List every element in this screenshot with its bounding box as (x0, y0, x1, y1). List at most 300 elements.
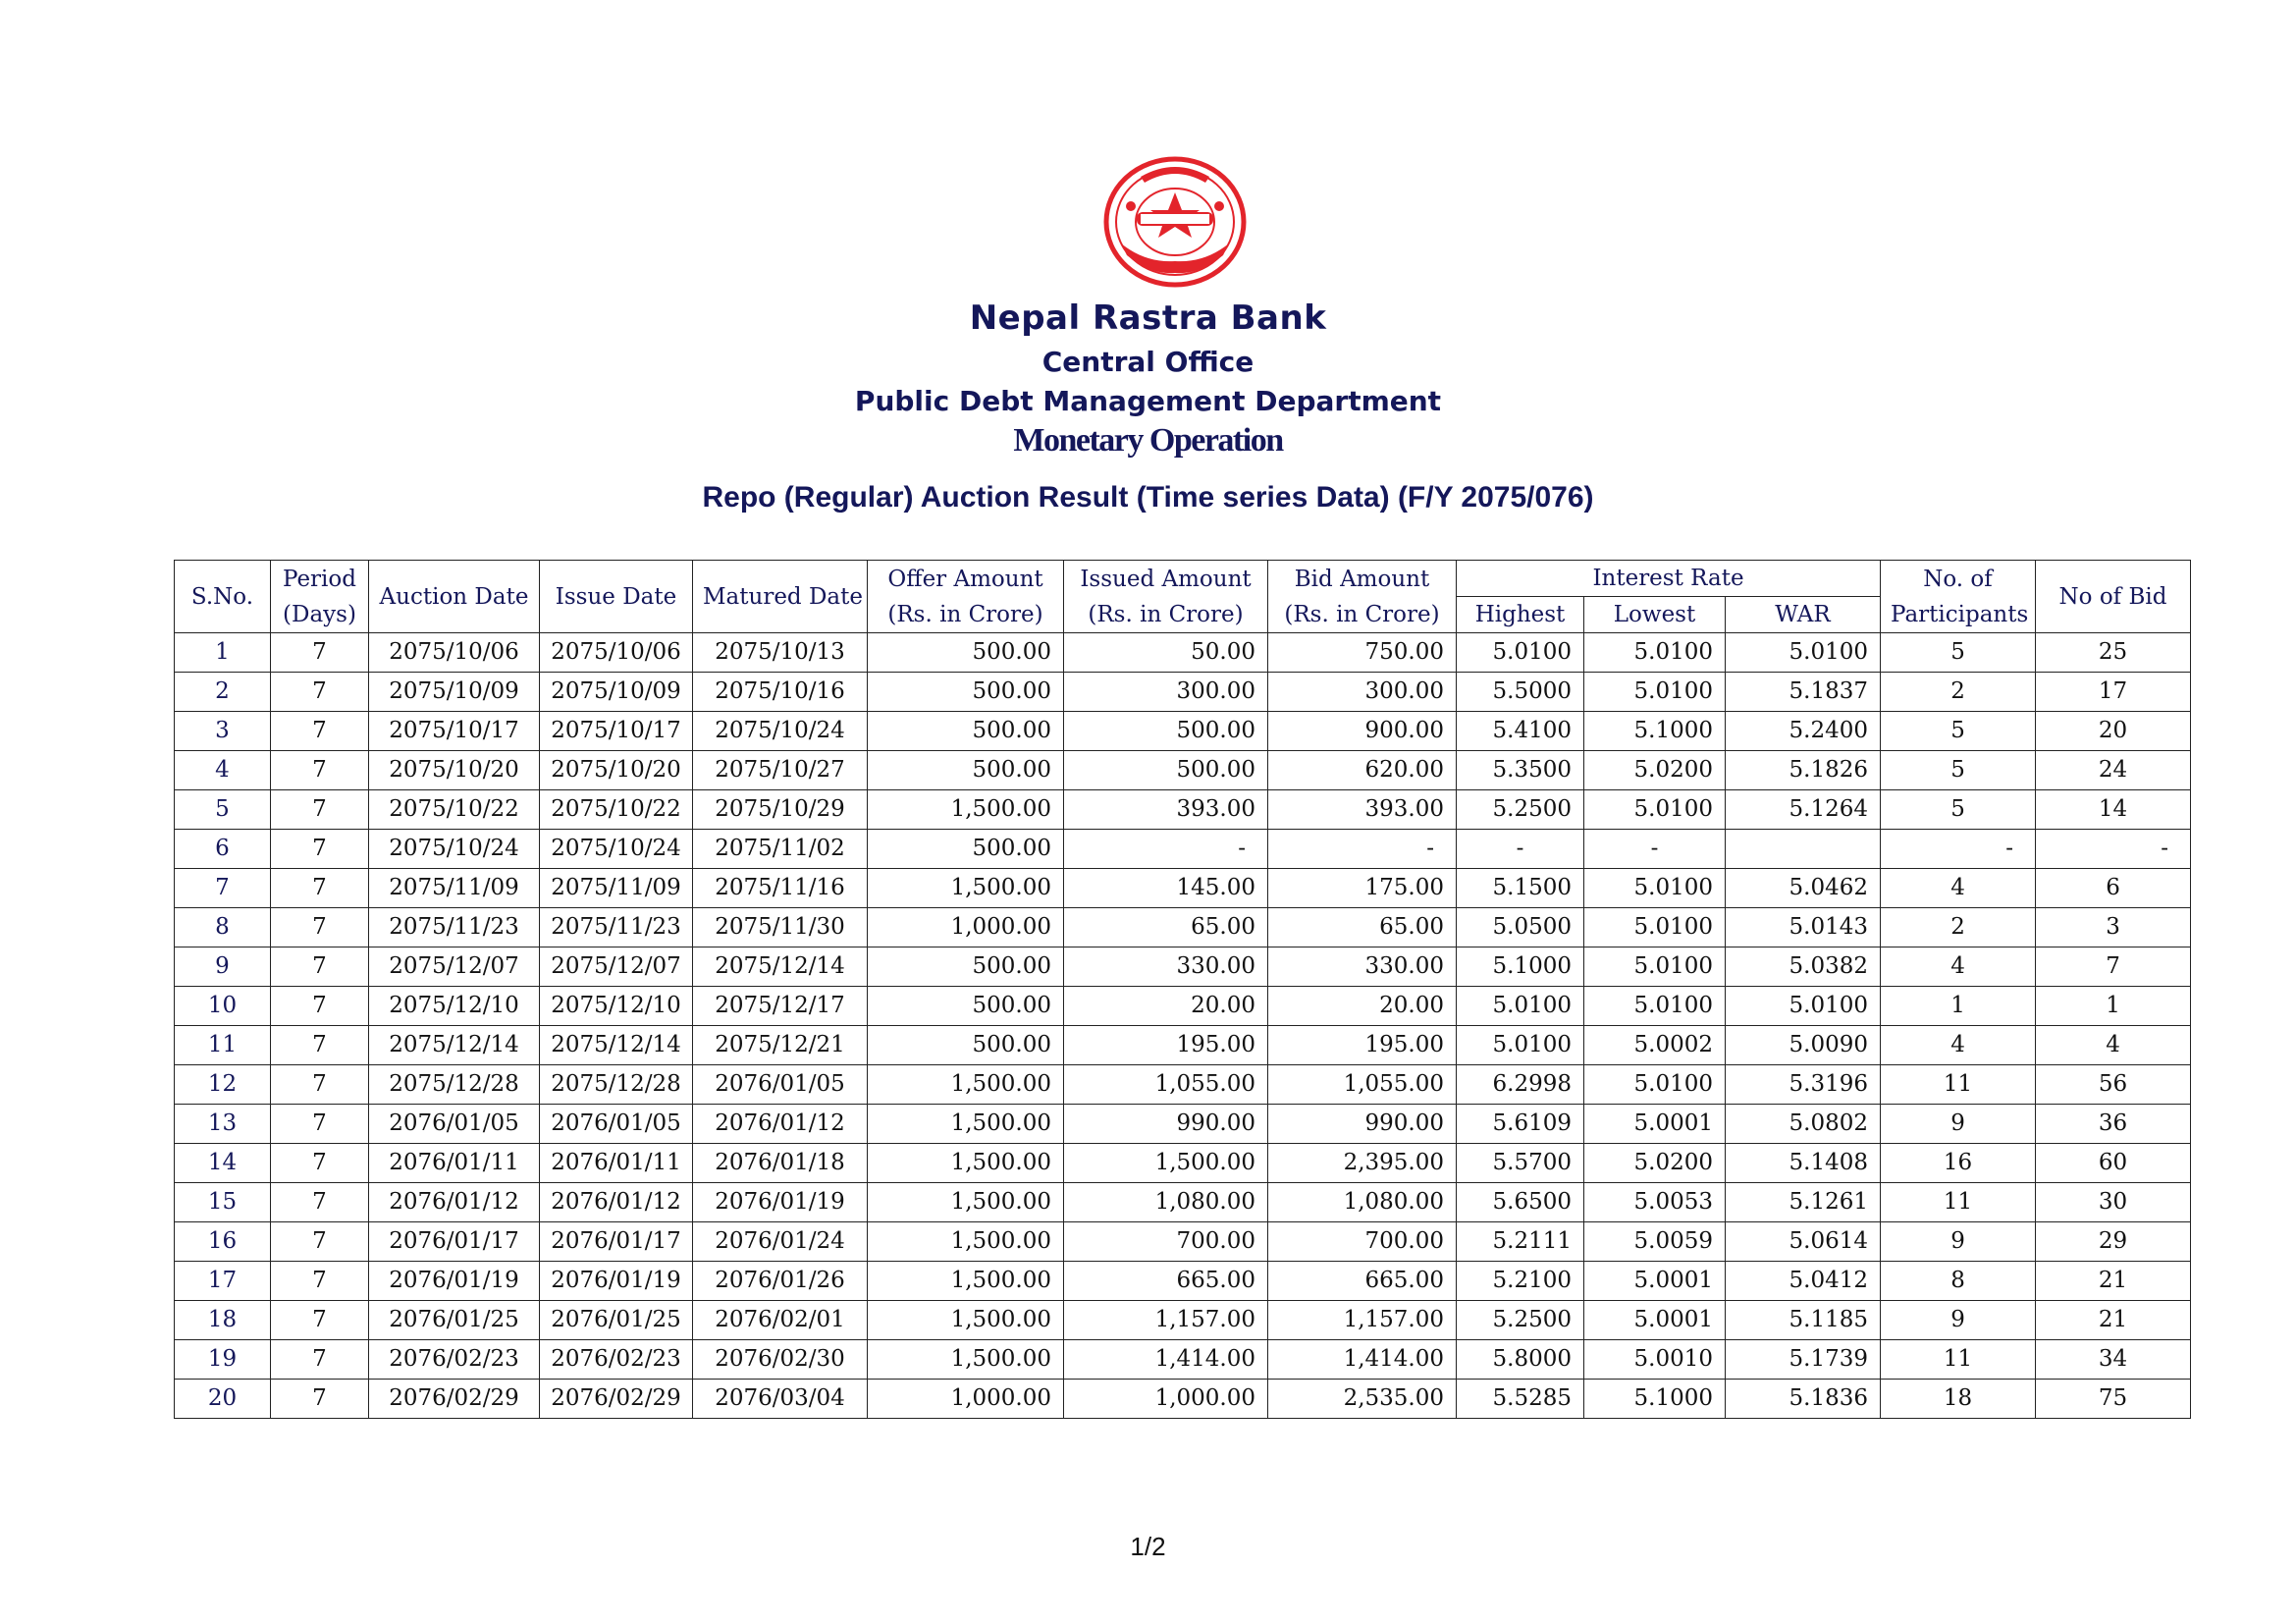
cell-matured-date: 2075/12/14 (693, 947, 868, 987)
cell-issue-date: 2075/10/17 (540, 712, 693, 751)
table-row (175, 830, 2191, 869)
cell-no-of-bid: 24 (2036, 751, 2191, 790)
cell-highest: 5.6500 (1457, 1183, 1584, 1222)
cell-bid-amount: 330.00 (1268, 947, 1457, 987)
cell-issued-amount: 665.00 (1064, 1262, 1268, 1301)
cell-participants: 8 (1881, 1262, 2036, 1301)
cell-matured-date: 2076/01/18 (693, 1144, 868, 1183)
cell-offer-amount: 1,000.00 (868, 1380, 1064, 1419)
cell-war: 5.1739 (1726, 1340, 1881, 1380)
cell-auction-date: 2075/10/17 (369, 712, 540, 751)
cell-period: 7 (271, 1026, 369, 1065)
auction-results-table (174, 560, 2191, 1419)
cell-issued-amount: 50.00 (1064, 633, 1268, 673)
cell-no-of-bid: 17 (2036, 673, 2191, 712)
cell-auction-date: 2076/02/29 (369, 1380, 540, 1419)
cell-offer-amount: 1,500.00 (868, 869, 1064, 908)
cell-lowest: 5.0010 (1584, 1340, 1726, 1380)
cell-sno: 3 (175, 712, 271, 751)
cell-no-of-bid: 1 (2036, 987, 2191, 1026)
cell-offer-amount: 1,500.00 (868, 1340, 1064, 1380)
cell-matured-date: 2075/10/29 (693, 790, 868, 830)
cell-issued-amount: 393.00 (1064, 790, 1268, 830)
cell-issue-date: 2075/10/20 (540, 751, 693, 790)
table-row (175, 712, 2191, 751)
cell-issue-date: 2075/12/07 (540, 947, 693, 987)
cell-highest: 5.1000 (1457, 947, 1584, 987)
cell-participants: 18 (1881, 1380, 2036, 1419)
cell-offer-amount: 500.00 (868, 751, 1064, 790)
table-row (175, 633, 2191, 673)
cell-issued-amount: 500.00 (1064, 712, 1268, 751)
cell-offer-amount: 500.00 (868, 673, 1064, 712)
cell-matured-date: 2075/11/02 (693, 830, 868, 869)
cell-issue-date: 2075/10/09 (540, 673, 693, 712)
cell-participants: 2 (1881, 673, 2036, 712)
cell-bid-amount: 1,055.00 (1268, 1065, 1457, 1105)
col-header-sno: S.No. (175, 561, 271, 633)
cell-offer-amount: 1,500.00 (868, 1262, 1064, 1301)
table-row (175, 1065, 2191, 1105)
cell-sno: 13 (175, 1105, 271, 1144)
table-row (175, 1301, 2191, 1340)
cell-participants: 5 (1881, 751, 2036, 790)
table-row (175, 987, 2191, 1026)
cell-participants: 11 (1881, 1183, 2036, 1222)
cell-sno: 11 (175, 1026, 271, 1065)
cell-highest: 5.2111 (1457, 1222, 1584, 1262)
cell-issued-amount: 990.00 (1064, 1105, 1268, 1144)
cell-lowest: 5.0100 (1584, 790, 1726, 830)
col-header-bid-amount: Bid Amount (Rs. in Crore) (1268, 561, 1457, 633)
cell-participants: - (1881, 830, 2036, 869)
cell-participants: 4 (1881, 869, 2036, 908)
cell-matured-date: 2076/01/12 (693, 1105, 868, 1144)
cell-matured-date: 2076/01/19 (693, 1183, 868, 1222)
cell-issue-date: 2076/02/23 (540, 1340, 693, 1380)
cell-auction-date: 2076/01/17 (369, 1222, 540, 1262)
cell-period: 7 (271, 1144, 369, 1183)
cell-issued-amount: 700.00 (1064, 1222, 1268, 1262)
cell-matured-date: 2076/01/05 (693, 1065, 868, 1105)
cell-lowest: 5.1000 (1584, 712, 1726, 751)
cell-auction-date: 2075/10/20 (369, 751, 540, 790)
cell-period: 7 (271, 1065, 369, 1105)
cell-participants: 4 (1881, 1026, 2036, 1065)
page-number: 1/2 (1130, 1532, 1166, 1561)
cell-lowest: 5.0001 (1584, 1262, 1726, 1301)
cell-sno: 8 (175, 908, 271, 947)
cell-participants: 5 (1881, 712, 2036, 751)
cell-offer-amount: 500.00 (868, 633, 1064, 673)
cell-sno: 6 (175, 830, 271, 869)
cell-highest: 5.0500 (1457, 908, 1584, 947)
cell-participants: 5 (1881, 633, 2036, 673)
cell-sno: 7 (175, 869, 271, 908)
table-row (175, 1222, 2191, 1262)
cell-bid-amount: 65.00 (1268, 908, 1457, 947)
cell-war: 5.1837 (1726, 673, 1881, 712)
cell-highest: 5.6109 (1457, 1105, 1584, 1144)
cell-matured-date: 2076/03/04 (693, 1380, 868, 1419)
cell-highest: 5.1500 (1457, 869, 1584, 908)
department-name: Public Debt Management Department (854, 385, 1442, 417)
cell-matured-date: 2076/01/26 (693, 1262, 868, 1301)
table-row (175, 1340, 2191, 1380)
cell-issued-amount: 20.00 (1064, 987, 1268, 1026)
cell-lowest: 5.0100 (1584, 947, 1726, 987)
cell-lowest: 5.1000 (1584, 1380, 1726, 1419)
cell-matured-date: 2075/11/30 (693, 908, 868, 947)
col-header-issued-amount: Issued Amount (Rs. in Crore) (1064, 561, 1268, 633)
cell-no-of-bid: 3 (2036, 908, 2191, 947)
table-row (175, 790, 2191, 830)
table-row (175, 1183, 2191, 1222)
cell-no-of-bid: - (2036, 830, 2191, 869)
cell-sno: 12 (175, 1065, 271, 1105)
table-row (175, 751, 2191, 790)
cell-auction-date: 2075/11/09 (369, 869, 540, 908)
cell-highest: - (1457, 830, 1584, 869)
cell-no-of-bid: 25 (2036, 633, 2191, 673)
cell-highest: 5.5700 (1457, 1144, 1584, 1183)
cell-auction-date: 2075/11/23 (369, 908, 540, 947)
cell-issued-amount: 500.00 (1064, 751, 1268, 790)
cell-no-of-bid: 56 (2036, 1065, 2191, 1105)
col-header-auction-date: Auction Date (369, 561, 540, 633)
cell-war: 5.0614 (1726, 1222, 1881, 1262)
cell-bid-amount: - (1268, 830, 1457, 869)
cell-no-of-bid: 6 (2036, 869, 2191, 908)
cell-bid-amount: 700.00 (1268, 1222, 1457, 1262)
cell-issue-date: 2075/12/10 (540, 987, 693, 1026)
cell-offer-amount: 500.00 (868, 712, 1064, 751)
cell-lowest: 5.0001 (1584, 1105, 1726, 1144)
cell-issued-amount: 1,000.00 (1064, 1380, 1268, 1419)
cell-participants: 9 (1881, 1301, 2036, 1340)
cell-issue-date: 2076/01/17 (540, 1222, 693, 1262)
cell-war: 5.0412 (1726, 1262, 1881, 1301)
col-header-interest-rate: Interest Rate (1457, 561, 1881, 597)
cell-lowest: 5.0053 (1584, 1183, 1726, 1222)
cell-bid-amount: 2,395.00 (1268, 1144, 1457, 1183)
cell-auction-date: 2076/02/23 (369, 1340, 540, 1380)
cell-offer-amount: 1,500.00 (868, 1301, 1064, 1340)
table-row (175, 1380, 2191, 1419)
table-row (175, 908, 2191, 947)
cell-period: 7 (271, 830, 369, 869)
cell-highest: 5.0100 (1457, 987, 1584, 1026)
cell-offer-amount: 1,500.00 (868, 1183, 1064, 1222)
cell-offer-amount: 1,500.00 (868, 1105, 1064, 1144)
cell-highest: 5.0100 (1457, 633, 1584, 673)
cell-offer-amount: 1,500.00 (868, 1144, 1064, 1183)
cell-period: 7 (271, 1380, 369, 1419)
cell-offer-amount: 1,500.00 (868, 1222, 1064, 1262)
cell-period: 7 (271, 1105, 369, 1144)
cell-war: 5.2400 (1726, 712, 1881, 751)
cell-offer-amount: 500.00 (868, 947, 1064, 987)
cell-sno: 2 (175, 673, 271, 712)
cell-offer-amount: 500.00 (868, 830, 1064, 869)
cell-no-of-bid: 7 (2036, 947, 2191, 987)
header-row (175, 561, 2191, 597)
cell-highest: 6.2998 (1457, 1065, 1584, 1105)
cell-bid-amount: 990.00 (1268, 1105, 1457, 1144)
cell-issued-amount: 300.00 (1064, 673, 1268, 712)
cell-issue-date: 2076/01/11 (540, 1144, 693, 1183)
cell-issue-date: 2076/01/19 (540, 1262, 693, 1301)
cell-offer-amount: 500.00 (868, 987, 1064, 1026)
cell-issued-amount: 145.00 (1064, 869, 1268, 908)
cell-period: 7 (271, 751, 369, 790)
cell-period: 7 (271, 790, 369, 830)
cell-matured-date: 2076/01/24 (693, 1222, 868, 1262)
cell-war: 5.1261 (1726, 1183, 1881, 1222)
cell-bid-amount: 393.00 (1268, 790, 1457, 830)
cell-period: 7 (271, 633, 369, 673)
cell-issue-date: 2075/10/22 (540, 790, 693, 830)
table-row (175, 947, 2191, 987)
cell-participants: 9 (1881, 1222, 2036, 1262)
cell-lowest: 5.0100 (1584, 869, 1726, 908)
cell-bid-amount: 1,157.00 (1268, 1301, 1457, 1340)
cell-bid-amount: 20.00 (1268, 987, 1457, 1026)
cell-sno: 1 (175, 633, 271, 673)
cell-participants: 11 (1881, 1065, 2036, 1105)
col-header-offer-amount: Offer Amount (Rs. in Crore) (868, 561, 1064, 633)
cell-period: 7 (271, 1222, 369, 1262)
col-header-matured-date: Matured Date (693, 561, 868, 633)
cell-offer-amount: 1,500.00 (868, 790, 1064, 830)
cell-war: 5.0090 (1726, 1026, 1881, 1065)
cell-war: 5.0100 (1726, 633, 1881, 673)
cell-war: 5.1185 (1726, 1301, 1881, 1340)
cell-period: 7 (271, 869, 369, 908)
cell-war: 5.0143 (1726, 908, 1881, 947)
col-header-no-of-bid: No of Bid (2036, 561, 2191, 633)
cell-lowest: 5.0100 (1584, 1065, 1726, 1105)
cell-issued-amount: 195.00 (1064, 1026, 1268, 1065)
cell-bid-amount: 620.00 (1268, 751, 1457, 790)
cell-matured-date: 2076/02/30 (693, 1340, 868, 1380)
cell-bid-amount: 175.00 (1268, 869, 1457, 908)
cell-no-of-bid: 14 (2036, 790, 2191, 830)
cell-war: 5.1408 (1726, 1144, 1881, 1183)
cell-participants: 5 (1881, 790, 2036, 830)
cell-sno: 4 (175, 751, 271, 790)
cell-war: 5.1836 (1726, 1380, 1881, 1419)
cell-highest: 5.2500 (1457, 1301, 1584, 1340)
cell-war: 5.1264 (1726, 790, 1881, 830)
cell-auction-date: 2076/01/11 (369, 1144, 540, 1183)
col-header-period: Period (Days) (271, 561, 369, 633)
cell-matured-date: 2075/10/24 (693, 712, 868, 751)
nepal-rastra-bank-emblem-icon (1101, 153, 1249, 291)
col-header-highest: Highest (1457, 597, 1584, 633)
cell-war: 5.0382 (1726, 947, 1881, 987)
cell-issue-date: 2075/11/09 (540, 869, 693, 908)
cell-participants: 16 (1881, 1144, 2036, 1183)
cell-period: 7 (271, 947, 369, 987)
cell-auction-date: 2075/10/09 (369, 673, 540, 712)
cell-issue-date: 2075/10/06 (540, 633, 693, 673)
bank-name: Nepal Rastra Bank (969, 298, 1327, 338)
cell-auction-date: 2076/01/19 (369, 1262, 540, 1301)
col-header-lowest: Lowest (1584, 597, 1726, 633)
cell-sno: 19 (175, 1340, 271, 1380)
cell-bid-amount: 300.00 (1268, 673, 1457, 712)
cell-auction-date: 2075/10/22 (369, 790, 540, 830)
cell-no-of-bid: 4 (2036, 1026, 2191, 1065)
cell-issue-date: 2075/11/23 (540, 908, 693, 947)
table-row (175, 869, 2191, 908)
cell-issued-amount: 1,055.00 (1064, 1065, 1268, 1105)
cell-participants: 4 (1881, 947, 2036, 987)
cell-bid-amount: 750.00 (1268, 633, 1457, 673)
cell-highest: 5.2500 (1457, 790, 1584, 830)
cell-sno: 5 (175, 790, 271, 830)
cell-sno: 15 (175, 1183, 271, 1222)
cell-highest: 5.0100 (1457, 1026, 1584, 1065)
table-row (175, 1026, 2191, 1065)
cell-issued-amount: - (1064, 830, 1268, 869)
cell-lowest: 5.0001 (1584, 1301, 1726, 1340)
cell-no-of-bid: 60 (2036, 1144, 2191, 1183)
cell-sno: 17 (175, 1262, 271, 1301)
table-row (175, 1105, 2191, 1144)
cell-offer-amount: 500.00 (868, 1026, 1064, 1065)
cell-bid-amount: 665.00 (1268, 1262, 1457, 1301)
cell-issue-date: 2076/01/12 (540, 1183, 693, 1222)
cell-no-of-bid: 75 (2036, 1380, 2191, 1419)
cell-bid-amount: 1,080.00 (1268, 1183, 1457, 1222)
cell-lowest: - (1584, 830, 1726, 869)
cell-sno: 18 (175, 1301, 271, 1340)
cell-issue-date: 2075/12/14 (540, 1026, 693, 1065)
cell-lowest: 5.0100 (1584, 633, 1726, 673)
table-row (175, 1262, 2191, 1301)
cell-highest: 5.2100 (1457, 1262, 1584, 1301)
cell-period: 7 (271, 1301, 369, 1340)
cell-highest: 5.5000 (1457, 673, 1584, 712)
cell-war: 5.0100 (1726, 987, 1881, 1026)
operation-title: Monetary Operation (1013, 422, 1283, 459)
cell-matured-date: 2075/10/27 (693, 751, 868, 790)
col-header-participants: No. of Participants (1881, 561, 2036, 633)
cell-issued-amount: 1,080.00 (1064, 1183, 1268, 1222)
cell-matured-date: 2075/10/13 (693, 633, 868, 673)
cell-war: 5.0462 (1726, 869, 1881, 908)
cell-no-of-bid: 20 (2036, 712, 2191, 751)
cell-issue-date: 2075/12/28 (540, 1065, 693, 1105)
cell-auction-date: 2075/12/10 (369, 987, 540, 1026)
cell-matured-date: 2075/12/17 (693, 987, 868, 1026)
cell-lowest: 5.0100 (1584, 908, 1726, 947)
cell-participants: 2 (1881, 908, 2036, 947)
office-name: Central Office (1041, 346, 1255, 378)
cell-no-of-bid: 34 (2036, 1340, 2191, 1380)
cell-lowest: 5.0059 (1584, 1222, 1726, 1262)
cell-bid-amount: 900.00 (1268, 712, 1457, 751)
cell-bid-amount: 1,414.00 (1268, 1340, 1457, 1380)
cell-no-of-bid: 36 (2036, 1105, 2191, 1144)
cell-war: 5.1826 (1726, 751, 1881, 790)
table-row (175, 1144, 2191, 1183)
cell-period: 7 (271, 1183, 369, 1222)
cell-lowest: 5.0100 (1584, 673, 1726, 712)
cell-sno: 9 (175, 947, 271, 987)
cell-issued-amount: 1,500.00 (1064, 1144, 1268, 1183)
cell-period: 7 (271, 1262, 369, 1301)
cell-matured-date: 2075/12/21 (693, 1026, 868, 1065)
cell-matured-date: 2075/10/16 (693, 673, 868, 712)
cell-highest: 5.3500 (1457, 751, 1584, 790)
table-body (175, 633, 2191, 1419)
cell-auction-date: 2076/01/25 (369, 1301, 540, 1340)
cell-highest: 5.8000 (1457, 1340, 1584, 1380)
cell-auction-date: 2076/01/12 (369, 1183, 540, 1222)
cell-issue-date: 2075/10/24 (540, 830, 693, 869)
cell-sno: 14 (175, 1144, 271, 1183)
cell-issued-amount: 330.00 (1064, 947, 1268, 987)
col-header-issue-date: Issue Date (540, 561, 693, 633)
table-row (175, 673, 2191, 712)
cell-bid-amount: 195.00 (1268, 1026, 1457, 1065)
cell-no-of-bid: 29 (2036, 1222, 2191, 1262)
cell-auction-date: 2075/12/07 (369, 947, 540, 987)
cell-sno: 16 (175, 1222, 271, 1262)
cell-war: 5.0802 (1726, 1105, 1881, 1144)
cell-auction-date: 2075/10/24 (369, 830, 540, 869)
cell-issue-date: 2076/01/25 (540, 1301, 693, 1340)
cell-lowest: 5.0002 (1584, 1026, 1726, 1065)
cell-no-of-bid: 21 (2036, 1301, 2191, 1340)
cell-period: 7 (271, 908, 369, 947)
cell-lowest: 5.0100 (1584, 987, 1726, 1026)
cell-participants: 1 (1881, 987, 2036, 1026)
cell-issued-amount: 1,414.00 (1064, 1340, 1268, 1380)
cell-issue-date: 2076/01/05 (540, 1105, 693, 1144)
cell-issued-amount: 65.00 (1064, 908, 1268, 947)
cell-auction-date: 2075/12/28 (369, 1065, 540, 1105)
cell-issued-amount: 1,157.00 (1064, 1301, 1268, 1340)
cell-participants: 11 (1881, 1340, 2036, 1380)
cell-lowest: 5.0200 (1584, 751, 1726, 790)
col-header-war: WAR (1726, 597, 1881, 633)
cell-highest: 5.5285 (1457, 1380, 1584, 1419)
cell-participants: 9 (1881, 1105, 2036, 1144)
cell-war: 5.3196 (1726, 1065, 1881, 1105)
cell-period: 7 (271, 1340, 369, 1380)
cell-no-of-bid: 30 (2036, 1183, 2191, 1222)
cell-sno: 10 (175, 987, 271, 1026)
cell-lowest: 5.0200 (1584, 1144, 1726, 1183)
cell-offer-amount: 1,500.00 (868, 1065, 1064, 1105)
cell-period: 7 (271, 712, 369, 751)
cell-highest: 5.4100 (1457, 712, 1584, 751)
cell-period: 7 (271, 673, 369, 712)
cell-no-of-bid: 21 (2036, 1262, 2191, 1301)
cell-offer-amount: 1,000.00 (868, 908, 1064, 947)
cell-war (1726, 830, 1881, 869)
cell-issue-date: 2076/02/29 (540, 1380, 693, 1419)
cell-auction-date: 2075/10/06 (369, 633, 540, 673)
cell-auction-date: 2075/12/14 (369, 1026, 540, 1065)
cell-period: 7 (271, 987, 369, 1026)
report-subtitle: Repo (Regular) Auction Result (Time series Data) (F/Y 2075/076) (702, 481, 1594, 514)
cell-matured-date: 2075/11/16 (693, 869, 868, 908)
